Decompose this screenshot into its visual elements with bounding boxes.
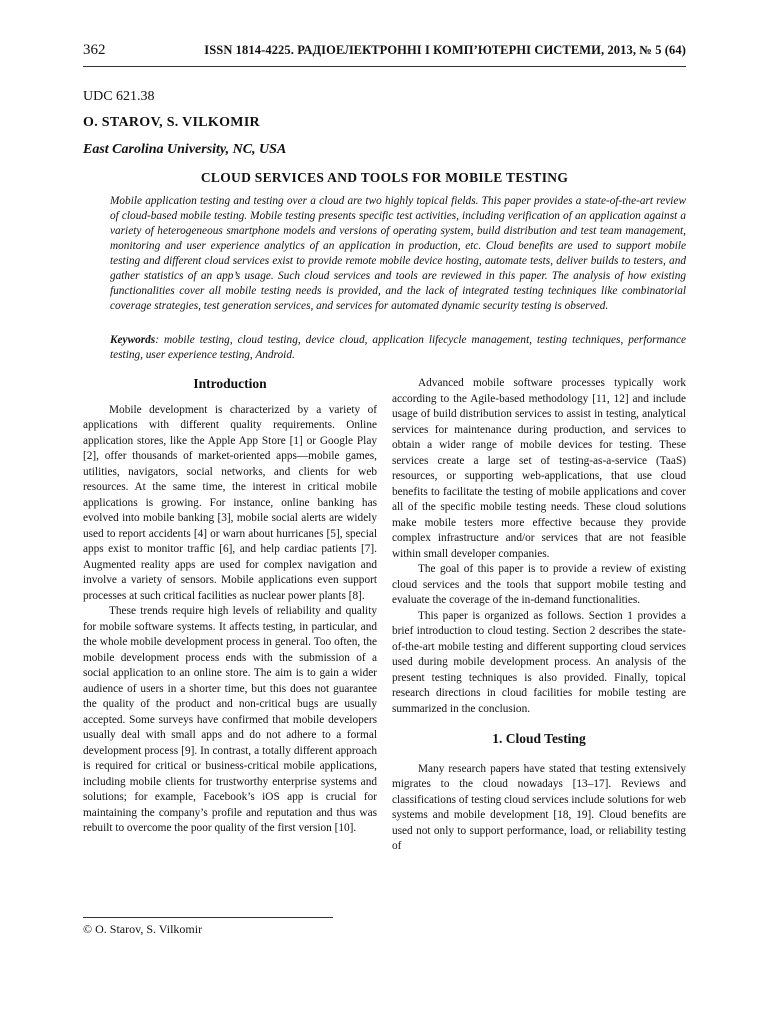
section-heading-introduction: Introduction [193,376,267,391]
paper-title: CLOUD SERVICES AND TOOLS FOR MOBILE TESTING [200,170,569,185]
keywords [110,333,686,363]
paragraph: Advanced mobile software processes typically work according to the Agile-based methodology [11, 12] and include usage of build distribution services to assist in testing, analytical services for maintenance during production, and services to obtain a wider range of mobile devices for testing. These services create a large set of testing-as-a-service (TaaS) resources, or supporting web-applications, that use cloud benefits to facilitate the testing of mobile applications and cover all of the specific mobile testing needs. These cloud solutions make mobile testers more effective because they provide complex infrastructure and/or services that are not feasible within small developer companies. [392,377,686,560]
abstract: Mobile application testing and testing over a cloud are two highly topical fields. This paper provides a state-of-the-art review of cloud-based mobile testing. Mobile testing presents specific test activities, including verification of an application against a variety of heterogeneous smartphone models and versions of operating system, build distribution and test team management, monitoring and user experience analytics of an application in production, etc. Cloud benefits are used to support mobile testing and different cloud services exist to provide remote mobile device hosting, automate tests, deliver builds to testers, and gather statistics of an app’s usage. Such cloud services and tools are reviewed in this paper. The analysis of how existing functionalities cover all mobile testing needs is provided, and the lack of integrated testing techniques like combinatorial coverage strategies, test generation services, and services for automated dynamic security testing is observed. [110,195,686,312]
journal-header: ISSN 1814-4225. РАДІОЕЛЕКТРОННІ І КОМП’ЮТЕРНІ СИСТЕМИ, 2013, № 5 (64) [204,43,686,57]
paragraph: Many research papers have stated that testing extensively migrates to the cloud nowadays [13–17]. Reviews and classifications of testing cloud services include solutions for web systems and mobile development [18, 19]. Cloud benefits are used not only to support performance, load, or reliability testing of [392,762,686,852]
paragraph: Mobile development is characterized by a variety of applications with different quality requirements. Online application stores, like the Apple App Store [1] or Google Play [2], offer thousands of market-oriented apps—mobile games, utilities, navigators, social networks, and clients for web resources. At the same time, the interest in critical mobile applications is growing. For instance, online banking has evolved into mobile banking [3], mobile social alerts are widely used to report accidents [4] or warn about hurricanes [5], special apps exist to monitor traffic [6], and help cardiac patients [7]. Augmented reality apps are used for complex navigation and involve a variety of sensors. Mobile applications even support processes at such critical facilities as nuclear power plants [8]. [83,403,377,602]
affiliation: East Carolina University, NC, USA [83,142,287,157]
right-column [392,376,686,855]
footnote-rule [83,917,333,918]
paragraph: This paper is organized as follows. Section 1 provides a brief introduction to cloud testing. Section 2 describes the state-of-the-art mobile testing and different supporting cloud services used during mobile development process. An analysis of the present testing techniques is also provided. Finally, topical research directions in cloud facilities for mobile testing are summarized in the conclusion. [392,609,686,715]
page-number: 362 [83,42,106,58]
keywords-text: : mobile testing, cloud testing, device cloud, application lifecycle management, testing techniques, performance testing, user experience testing, Android. [110,334,686,361]
authors: O. STAROV, S. VILKOMIR [83,115,260,130]
running-header [83,42,686,64]
left-column [83,376,377,837]
section-heading-cloud-testing: 1. Cloud Testing [492,731,586,746]
copyright-notice: © O. Starov, S. Vilkomir [83,922,203,936]
paragraph: The goal of this paper is to provide a review of existing cloud services and the tools that support mobile testing and evaluate the coverage of the in-demand functionalities. [392,563,686,606]
udc-code: UDC 621.38 [83,89,155,104]
paragraph: These trends require high levels of reliability and quality for mobile software systems. It affects testing, in particular, and the whole mobile development process in general. Too often, the mobile development process ends with the submission of a social application to an online store. The aim is to gain a wider audience of users in a shorter time, but this does not guarantee the quality of the product and non-critical bugs are usually accepted. Some surveys have confirmed that mobile developers usually deal with small apps and do not adhere to a formal development process [9]. In contrast, a totally different approach is required for critical or business-critical mobile applications, including mobile clients for trustworthy enterprise systems and solutions; for example, Facebook’s iOS app is crucial for maintaining the company’s profile and reputation and thus was rebuilt to overcome the poor quality of the first version [10]. [83,605,377,834]
keywords-label: Keywords [110,334,156,346]
header-rule [83,66,686,67]
